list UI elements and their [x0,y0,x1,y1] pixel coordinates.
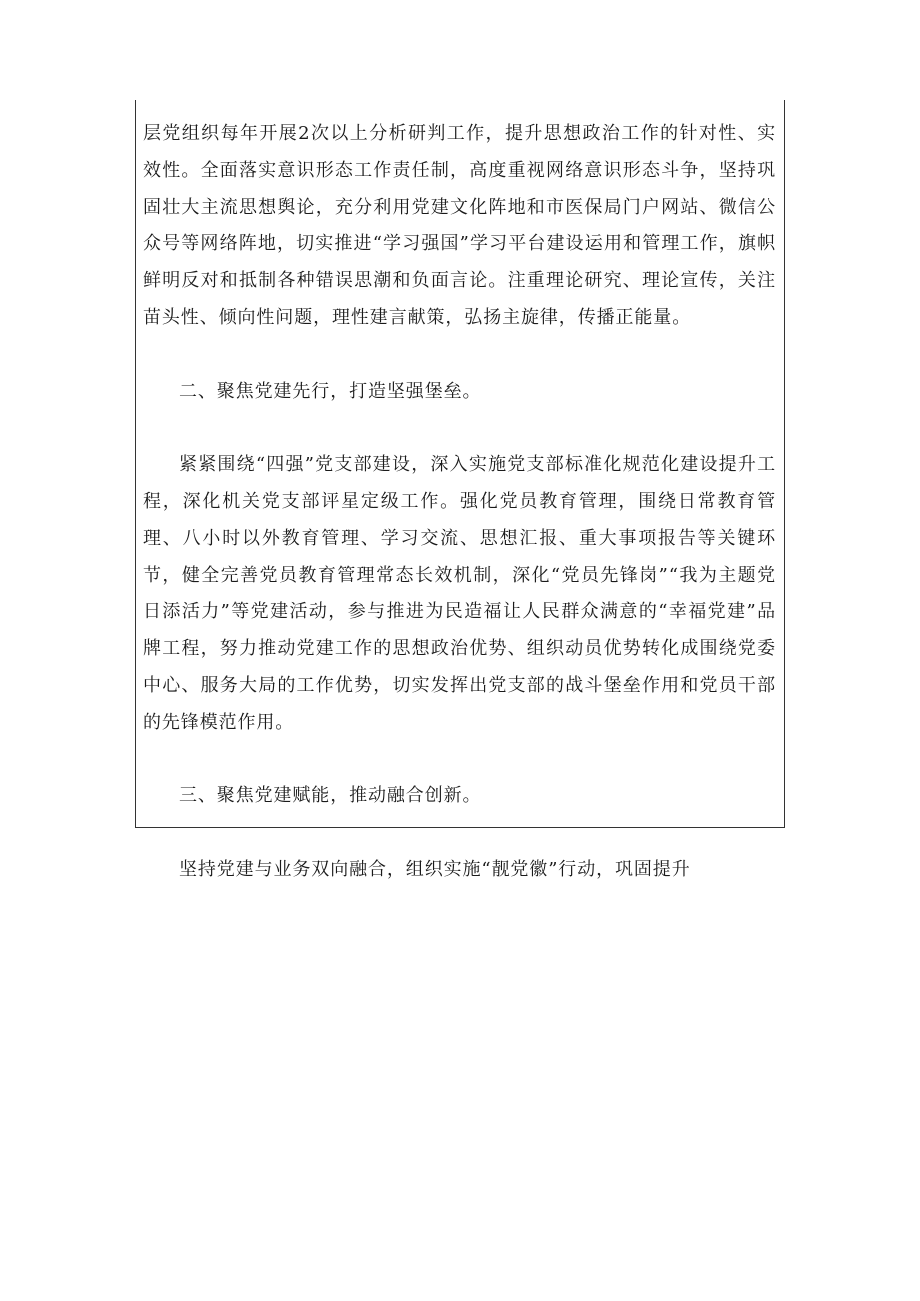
section-heading-2: 二、聚焦党建先行，打造坚强堡垒。 [179,380,482,402]
document-body [143,116,776,889]
paragraph-spacer [143,742,776,779]
paragraph-ideology-work: 层党组织每年开展2次以上分析研判工作，提升思想政治工作的针对性、实效性。全面落实意识形态工作责任制，高度重视网络意识形态斗争，坚持巩固壮大主流思想舆论，充分利用党建文化阵地和市医保局门户网站、微信公众号等网络阵地，切实推进“学习强国”学习平台建设运用和管理工作，旗帜鲜明反对和抵制各种错误思潮和负面言论。注重理论研究、理论宣传，关注苗头性、倾向性问题，理性建言献策，弘扬主旋律，传播正能量。 [143,123,776,328]
document-frame [135,100,785,880]
section-heading-3: 三、聚焦党建赋能，推动融合创新。 [179,785,482,807]
paragraph-spacer [143,815,776,852]
paragraph-integration: 坚持党建与业务双向融合，组织实施“靓党徽”行动，巩固提升 [179,858,691,880]
paragraph-spacer [143,410,776,447]
paragraph-party-branch-building: 紧紧围绕“四强”党支部建设，深入实施党支部标准化规范化建设提升工程，深化机关党支部评星定级工作。强化党员教育管理，围绕日常教育管理、八小时以外教育管理、学习交流、思想汇报、重大事项报告等关键环节，健全完善党员教育管理常态长效机制，深化“党员先锋岗”“我为主题党日添活力”等党建活动，参与推进为民造福让人民群众满意的“幸福党建”品牌工程，努力推动党建工作的思想政治优势、组织动员优势转化成围绕党委中心、服务大局的工作优势，切实发挥出党支部的战斗堡垒作用和党员干部的先锋模范作用。 [143,454,776,733]
paragraph-spacer [143,337,776,374]
